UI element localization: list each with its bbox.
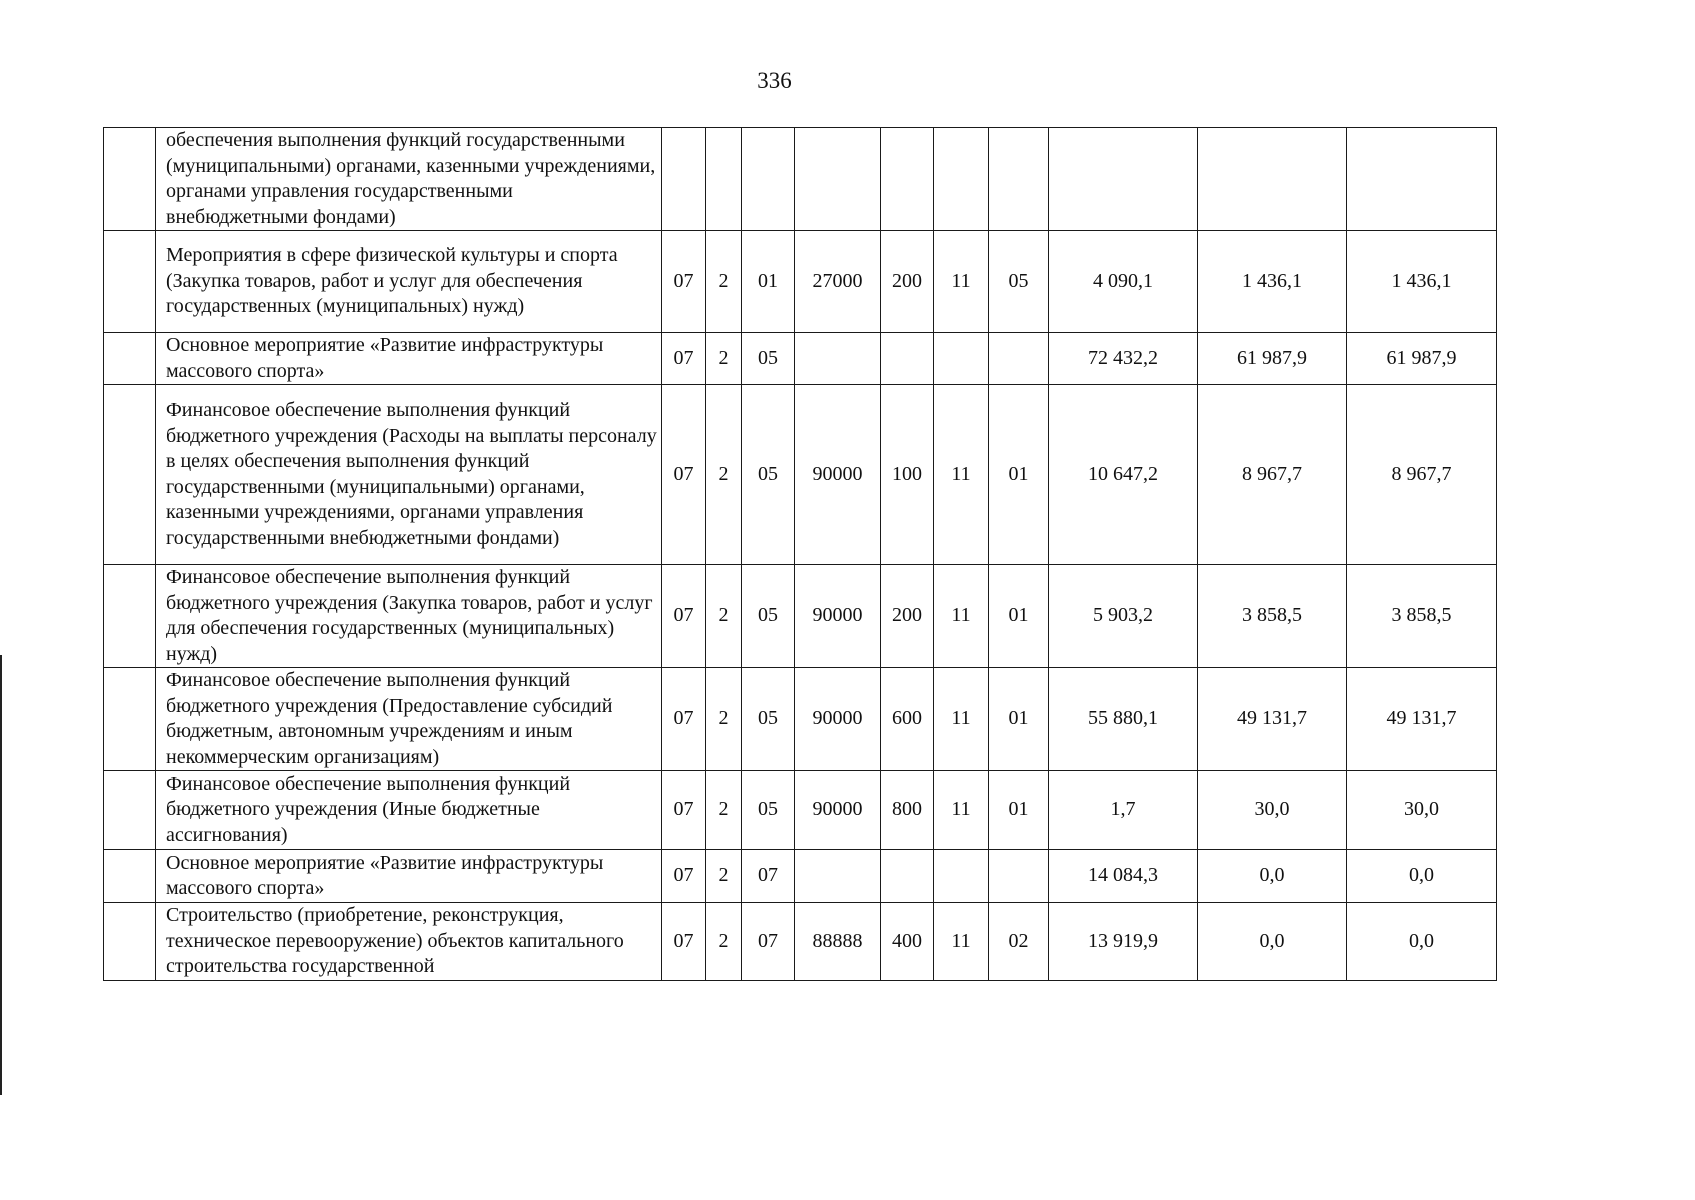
sub-department-code-cell: 01	[989, 771, 1049, 850]
program-code-cell: 05	[742, 668, 795, 771]
section-code-cell: 07	[662, 850, 706, 903]
row-number-cell	[104, 903, 156, 981]
item-code-cell	[795, 850, 881, 903]
program-code-cell: 01	[742, 231, 795, 333]
amount-year-3-cell: 61 987,9	[1347, 333, 1497, 385]
row-number-cell	[104, 128, 156, 231]
program-code-cell: 05	[742, 333, 795, 385]
expense-name-cell: Финансовое обеспечение выполнения функций бюджетного учреждения (Закупка товаров, работ и услуг для обеспечения государственных (муниципальных) нужд)	[156, 565, 662, 668]
expense-type-code-cell: 400	[881, 903, 934, 981]
expense-type-code-cell: 100	[881, 385, 934, 565]
section-code-cell: 07	[662, 771, 706, 850]
amount-year-3-cell	[1347, 128, 1497, 231]
table-row	[104, 333, 1497, 385]
expense-type-code-cell	[881, 850, 934, 903]
amount-year-2-cell: 61 987,9	[1198, 333, 1347, 385]
amount-year-3-cell: 49 131,7	[1347, 668, 1497, 771]
department-code-cell: 11	[934, 771, 989, 850]
amount-year-2-cell: 0,0	[1198, 850, 1347, 903]
budget-table	[103, 127, 1497, 981]
amount-year-1-cell: 4 090,1	[1049, 231, 1198, 333]
expense-name-cell: Финансовое обеспечение выполнения функций бюджетного учреждения (Расходы на выплаты персоналу в целях обеспечения выполнения функций государственными (муниципальными) органами, казенными учреждениями, органами управления государственными внебюджетными фондами)	[156, 385, 662, 565]
program-code-cell: 05	[742, 565, 795, 668]
expense-type-code-cell: 200	[881, 565, 934, 668]
section-code-cell: 07	[662, 565, 706, 668]
subsection-code-cell: 2	[706, 231, 742, 333]
amount-year-1-cell: 10 647,2	[1049, 385, 1198, 565]
table-row	[104, 668, 1497, 771]
department-code-cell: 11	[934, 668, 989, 771]
table-row	[104, 385, 1497, 565]
row-number-cell	[104, 850, 156, 903]
expense-type-code-cell	[881, 128, 934, 231]
row-number-cell	[104, 385, 156, 565]
amount-year-1-cell: 14 084,3	[1049, 850, 1198, 903]
amount-year-2-cell: 49 131,7	[1198, 668, 1347, 771]
amount-year-3-cell: 30,0	[1347, 771, 1497, 850]
program-code-cell: 07	[742, 903, 795, 981]
program-code-cell: 07	[742, 850, 795, 903]
sub-department-code-cell: 02	[989, 903, 1049, 981]
subsection-code-cell: 2	[706, 565, 742, 668]
expense-name-cell: Финансовое обеспечение выполнения функций бюджетного учреждения (Предоставление субсидий бюджетным, автономным учреждениям и иным некоммерческим организациям)	[156, 668, 662, 771]
department-code-cell	[934, 333, 989, 385]
amount-year-2-cell: 3 858,5	[1198, 565, 1347, 668]
amount-year-3-cell: 1 436,1	[1347, 231, 1497, 333]
expense-type-code-cell: 600	[881, 668, 934, 771]
sub-department-code-cell	[989, 333, 1049, 385]
department-code-cell: 11	[934, 231, 989, 333]
row-number-cell	[104, 231, 156, 333]
subsection-code-cell: 2	[706, 333, 742, 385]
subsection-code-cell: 2	[706, 850, 742, 903]
amount-year-3-cell: 0,0	[1347, 903, 1497, 981]
table-row	[104, 231, 1497, 333]
amount-year-3-cell: 3 858,5	[1347, 565, 1497, 668]
amount-year-1-cell: 13 919,9	[1049, 903, 1198, 981]
department-code-cell: 11	[934, 565, 989, 668]
amount-year-2-cell: 8 967,7	[1198, 385, 1347, 565]
item-code-cell: 88888	[795, 903, 881, 981]
program-code-cell: 05	[742, 385, 795, 565]
expense-name-cell: обеспечения выполнения функций государственными (муниципальными) органами, казенными учреждениями, органами управления государственными внебюджетными фондами)	[156, 128, 662, 231]
program-code-cell	[742, 128, 795, 231]
section-code-cell: 07	[662, 231, 706, 333]
table-row	[104, 565, 1497, 668]
amount-year-2-cell: 0,0	[1198, 903, 1347, 981]
sub-department-code-cell	[989, 128, 1049, 231]
sub-department-code-cell: 01	[989, 668, 1049, 771]
subsection-code-cell: 2	[706, 385, 742, 565]
expense-type-code-cell	[881, 333, 934, 385]
sub-department-code-cell	[989, 850, 1049, 903]
item-code-cell: 90000	[795, 668, 881, 771]
row-number-cell	[104, 771, 156, 850]
table-row	[104, 128, 1497, 231]
item-code-cell: 27000	[795, 231, 881, 333]
subsection-code-cell: 2	[706, 903, 742, 981]
amount-year-1-cell: 72 432,2	[1049, 333, 1198, 385]
item-code-cell: 90000	[795, 385, 881, 565]
section-code-cell	[662, 128, 706, 231]
scan-edge-line	[0, 655, 2, 1095]
item-code-cell: 90000	[795, 565, 881, 668]
item-code-cell	[795, 128, 881, 231]
sub-department-code-cell: 05	[989, 231, 1049, 333]
item-code-cell	[795, 333, 881, 385]
row-number-cell	[104, 565, 156, 668]
amount-year-3-cell: 0,0	[1347, 850, 1497, 903]
amount-year-1-cell: 5 903,2	[1049, 565, 1198, 668]
amount-year-2-cell: 30,0	[1198, 771, 1347, 850]
section-code-cell: 07	[662, 903, 706, 981]
page-number: 336	[757, 68, 792, 93]
subsection-code-cell: 2	[706, 668, 742, 771]
sub-department-code-cell: 01	[989, 565, 1049, 668]
expense-name-cell: Финансовое обеспечение выполнения функций бюджетного учреждения (Иные бюджетные ассигнования)	[156, 771, 662, 850]
department-code-cell: 11	[934, 385, 989, 565]
item-code-cell: 90000	[795, 771, 881, 850]
amount-year-1-cell	[1049, 128, 1198, 231]
subsection-code-cell: 2	[706, 771, 742, 850]
table-row	[104, 771, 1497, 850]
row-number-cell	[104, 668, 156, 771]
section-code-cell: 07	[662, 668, 706, 771]
row-number-cell	[104, 333, 156, 385]
department-code-cell: 11	[934, 903, 989, 981]
amount-year-1-cell: 55 880,1	[1049, 668, 1198, 771]
table-row	[104, 903, 1497, 981]
expense-type-code-cell: 800	[881, 771, 934, 850]
department-code-cell	[934, 128, 989, 231]
expense-name-cell: Основное мероприятие «Развитие инфраструктуры массового спорта»	[156, 333, 662, 385]
department-code-cell	[934, 850, 989, 903]
amount-year-1-cell: 1,7	[1049, 771, 1198, 850]
table-row	[104, 850, 1497, 903]
amount-year-2-cell	[1198, 128, 1347, 231]
budget-table-body	[104, 128, 1497, 981]
expense-type-code-cell: 200	[881, 231, 934, 333]
expense-name-cell: Основное мероприятие «Развитие инфраструктуры массового спорта»	[156, 850, 662, 903]
subsection-code-cell	[706, 128, 742, 231]
sub-department-code-cell: 01	[989, 385, 1049, 565]
expense-name-cell: Мероприятия в сфере физической культуры и спорта (Закупка товаров, работ и услуг для обеспечения государственных (муниципальных) нужд)	[156, 231, 662, 333]
amount-year-3-cell: 8 967,7	[1347, 385, 1497, 565]
amount-year-2-cell: 1 436,1	[1198, 231, 1347, 333]
section-code-cell: 07	[662, 333, 706, 385]
expense-name-cell: Строительство (приобретение, реконструкция, техническое перевооружение) объектов капитального строительства государственной	[156, 903, 662, 981]
program-code-cell: 05	[742, 771, 795, 850]
section-code-cell: 07	[662, 385, 706, 565]
